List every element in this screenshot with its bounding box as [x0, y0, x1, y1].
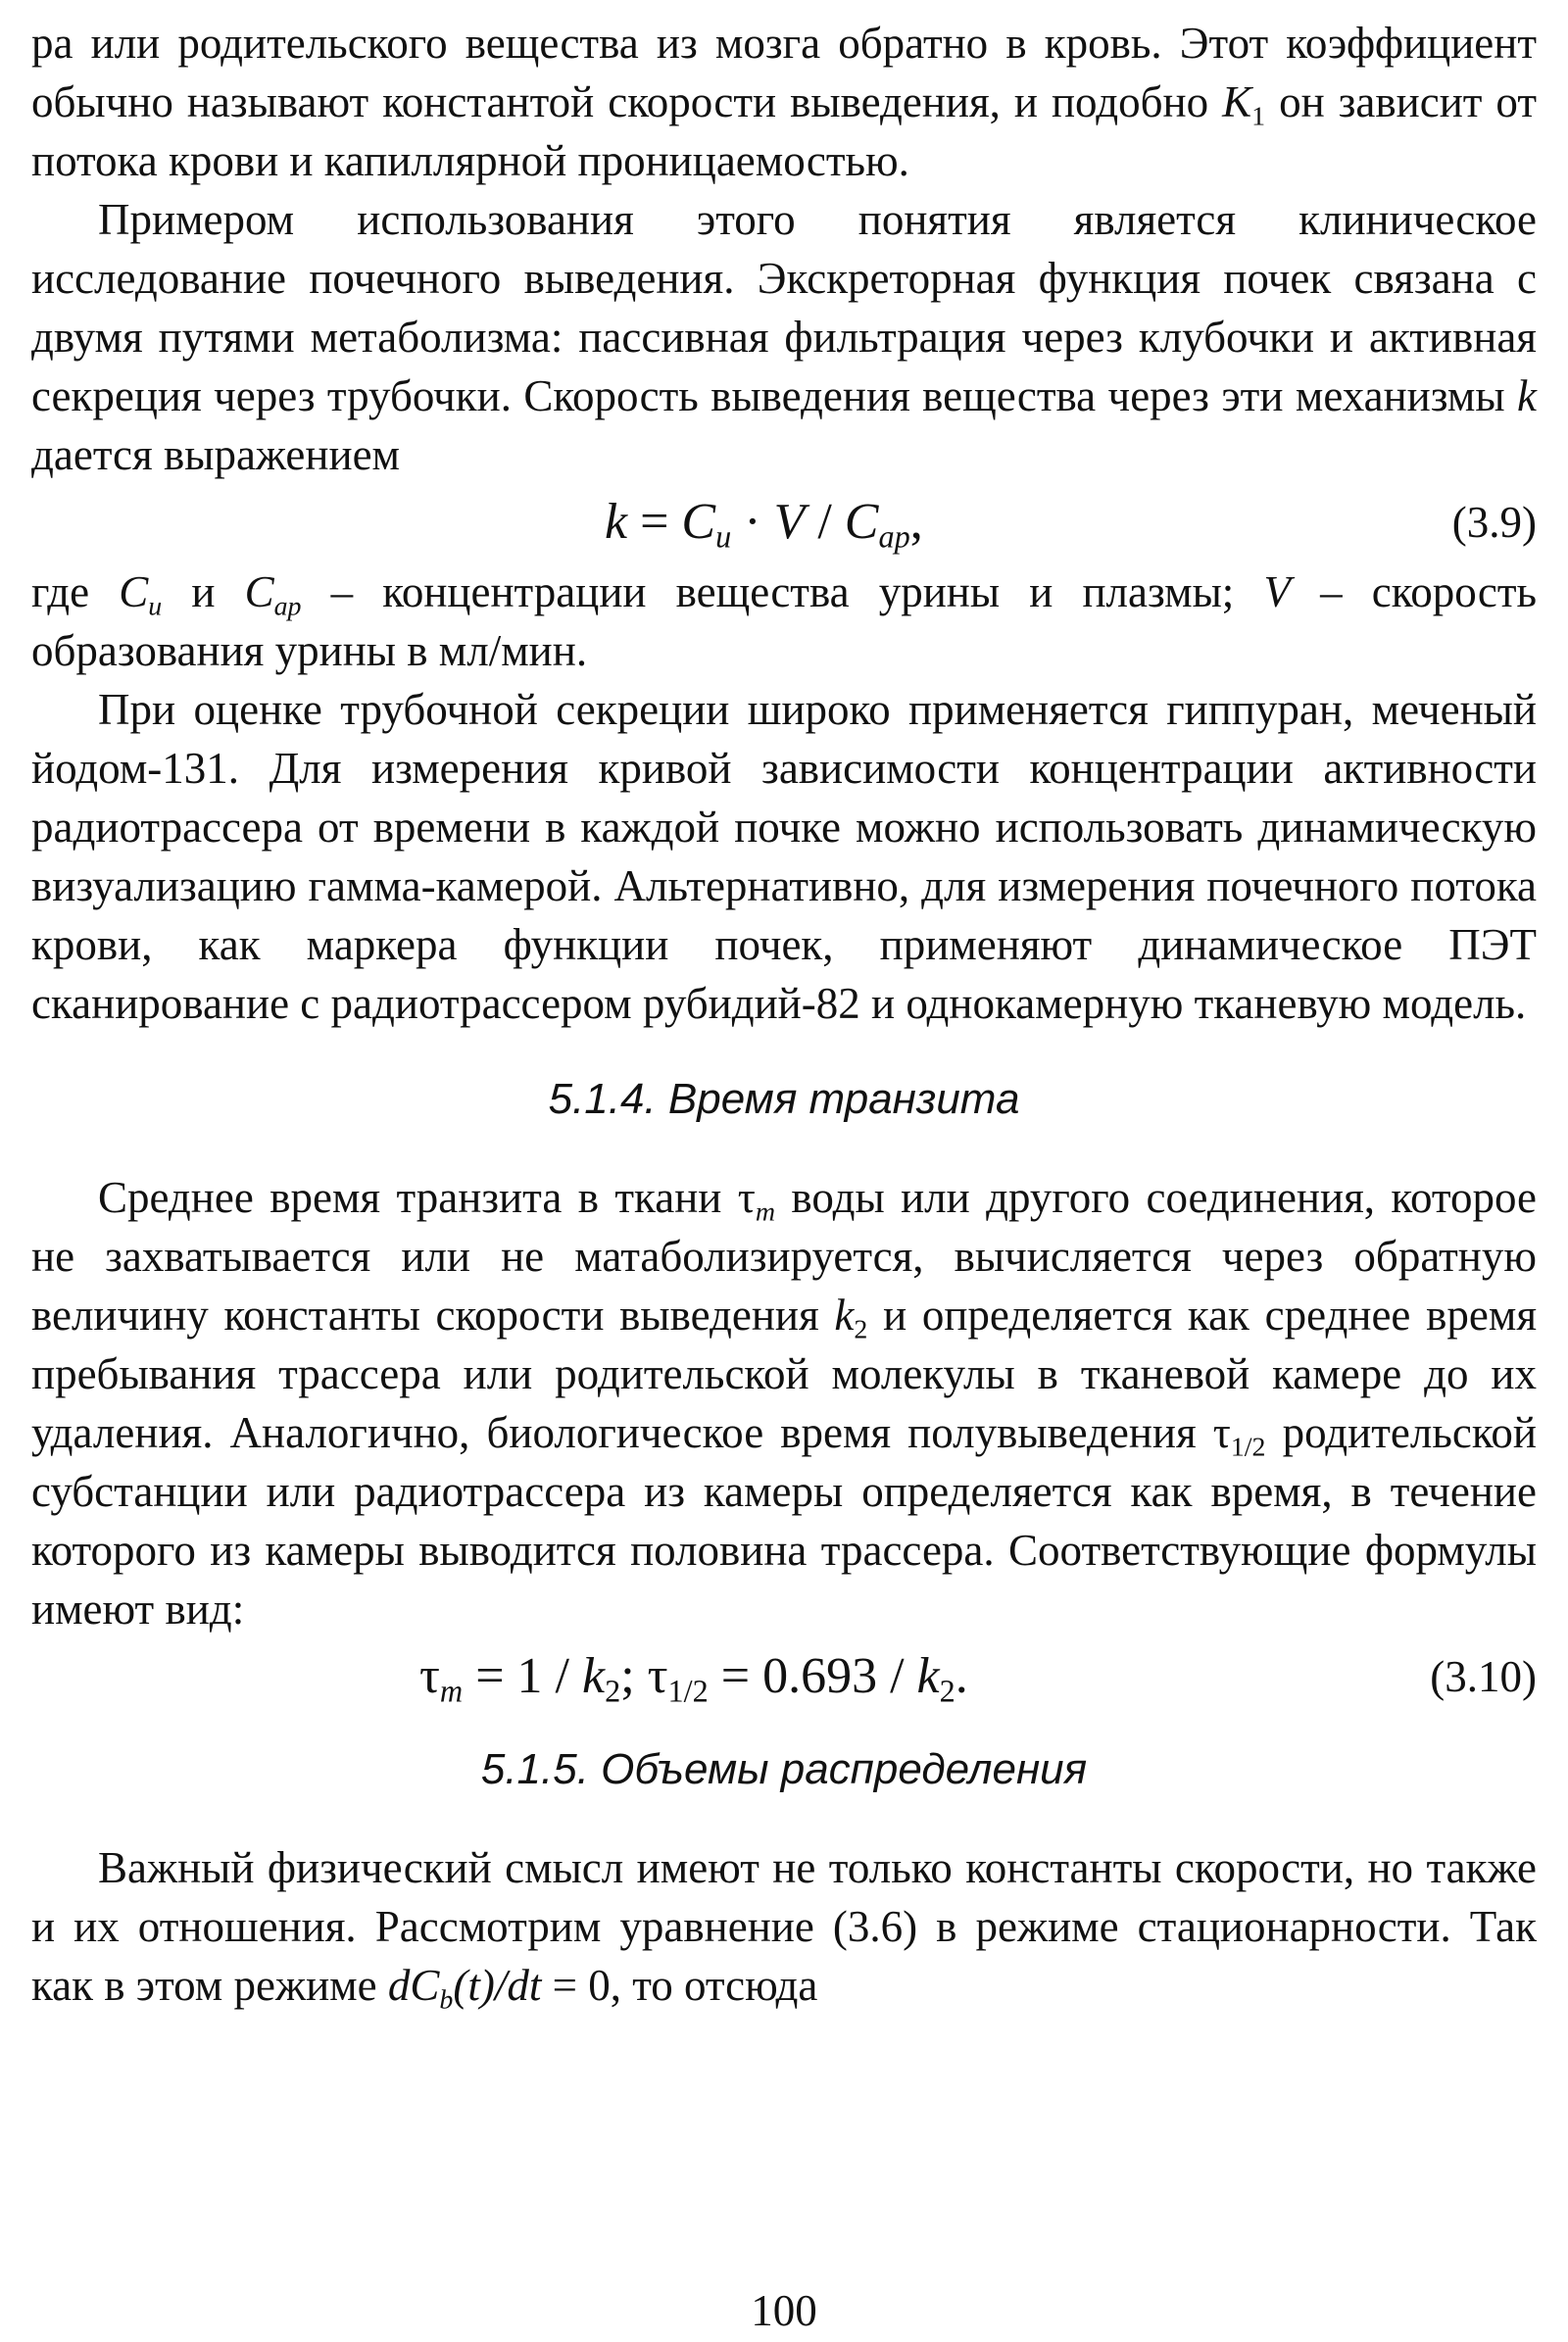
transit-text-4: родительской субстанции или радиотрассера из камеры определяется как время, в течение которого из камеры выводится половина трассера. Соответствующие формулы имеют вид: [31, 1408, 1537, 1634]
eq-C-sub-u: u [715, 518, 732, 555]
eq-comma: , [909, 494, 923, 550]
var-tau-half: τ [1212, 1408, 1231, 1457]
eq-tau-half-sub: 1/2 [667, 1673, 709, 1709]
transit-text-2: воды или другого соединения, которое не захватывается или не матаболизируется, вычисляется через обратную величину константы скорости выведения [31, 1173, 1538, 1340]
eq-k2: k [581, 1648, 606, 1704]
eq-constant: = 0.693 / [708, 1648, 917, 1704]
eq-V: V [773, 494, 806, 550]
eq-k: k [605, 494, 628, 550]
where-text: – концентрации вещества урины и плазмы; [330, 567, 1235, 616]
var-k2-sub: 2 [854, 1314, 868, 1345]
equation-number-3-9: (3.9) [1451, 498, 1537, 547]
var-Cap-sub: ap [273, 591, 302, 622]
equation-3-9 [31, 488, 1537, 557]
eq-dot: · [731, 494, 774, 550]
var-V: V [1263, 567, 1291, 616]
var-tau-sub-m: m [755, 1196, 776, 1228]
var-dC-sub-b: b [439, 1984, 454, 2016]
transit-text-3: и определяется как среднее время пребывания трассера или родительской молекулы в тканевой камере до их удаления. Аналогично, биологическое время полувыведения [31, 1291, 1538, 1457]
eq-C-sub-ap: ap [878, 518, 910, 555]
var-Cu-sub: u [148, 591, 163, 622]
where-word: где [31, 567, 90, 616]
eq-k2-second-sub: 2 [939, 1673, 956, 1709]
eq-C: C [681, 494, 716, 550]
var-dC: dC [387, 1961, 440, 2010]
var-K1-subscript: 1 [1251, 101, 1266, 132]
volumes-text: Важный физический смысл имеют не только константы скорости, но также и их отношения. Рассмотрим уравнение (3.6) в режиме стационарности. Так как в этом режиме [31, 1843, 1537, 2010]
eq-C-ap: C [844, 494, 879, 550]
transit-text-1: Среднее время транзита в ткани [98, 1173, 722, 1222]
paragraph-transit [31, 1168, 1537, 1638]
paragraph-intro-text: ра или родительского вещества из мозга обратно в кровь. Этот коэффициент обычно называют константой скорости выведения, и подобно [31, 19, 1537, 126]
eq-tau: τ [419, 1648, 440, 1704]
var-tau: τ [737, 1173, 756, 1222]
eq-equals: = [627, 494, 682, 550]
eq-tau-sub-m: m [439, 1673, 464, 1709]
volumes-text-end: = 0, то отсюда [552, 1961, 818, 2010]
paragraph-renal-text: Примером использования этого понятия является клиническое исследование почечного выведения. Экскреторная функция почек связана с двумя путями метаболизма: пассивная фильтрация через клубочки и активная секреция через трубочки. Скорость выведения вещества через эти механизмы [31, 195, 1537, 420]
where-text-end: – скорость образования урины в мл/мин. [31, 567, 1538, 675]
paragraph-renal [31, 190, 1537, 484]
equation-3-9-formula [605, 488, 923, 557]
eq-tau-half: τ [647, 1648, 668, 1704]
page-number: 100 [751, 2286, 817, 2335]
var-K1 [1222, 77, 1251, 126]
paragraph-volumes [31, 1838, 1537, 2015]
paragraph-hippuran: При оценке трубочной секреции широко применяется гиппуран, меченый йодом-131. Для измерения кривой зависимости концентрации активности радиотрассера от времени в каждой почке можно использовать динамическую визуализацию гамма-камерой. Альтернативно, для измерения почечного потока крови, как маркера функции почек, применяют динамическое ПЭТ сканирование с радиотрассером рубидий-82 и однокамерную тканевую модель. [31, 685, 1537, 1028]
eq-period: . [955, 1648, 968, 1704]
section-heading-5-1-5: 5.1.5. Объемы распределения [480, 1745, 1088, 1793]
var-Cu: C [119, 567, 149, 616]
equation-3-10 [31, 1642, 1537, 1711]
var-Cap: C [244, 567, 274, 616]
paragraph-intro [31, 14, 1537, 190]
eq-semicolon: ; [620, 1648, 648, 1704]
equation-number-3-10: (3.10) [1430, 1652, 1537, 1701]
paragraph-where [31, 562, 1537, 680]
var-tau-half-sub: 1/2 [1230, 1432, 1266, 1463]
and-word: и [191, 567, 216, 616]
var-k2: k [834, 1291, 855, 1340]
eq-k2-second: k [916, 1648, 940, 1704]
var-t-dt: (t)/dt [453, 1961, 542, 2010]
page-body [31, 14, 1537, 2015]
paragraph-renal-end: дается выражением [31, 430, 401, 479]
equation-3-10-formula [419, 1642, 968, 1711]
eq-k2-sub: 2 [605, 1673, 621, 1709]
eq-slash: / [805, 494, 845, 550]
var-K: K [1222, 77, 1252, 126]
section-heading-5-1-4: 5.1.4. Время транзита [548, 1075, 1020, 1123]
var-k: k [1517, 371, 1538, 420]
paragraph-intro-end: он зависит от потока крови и капиллярной проницаемостью. [31, 77, 1537, 185]
eq-one-over: = 1 / [463, 1648, 582, 1704]
